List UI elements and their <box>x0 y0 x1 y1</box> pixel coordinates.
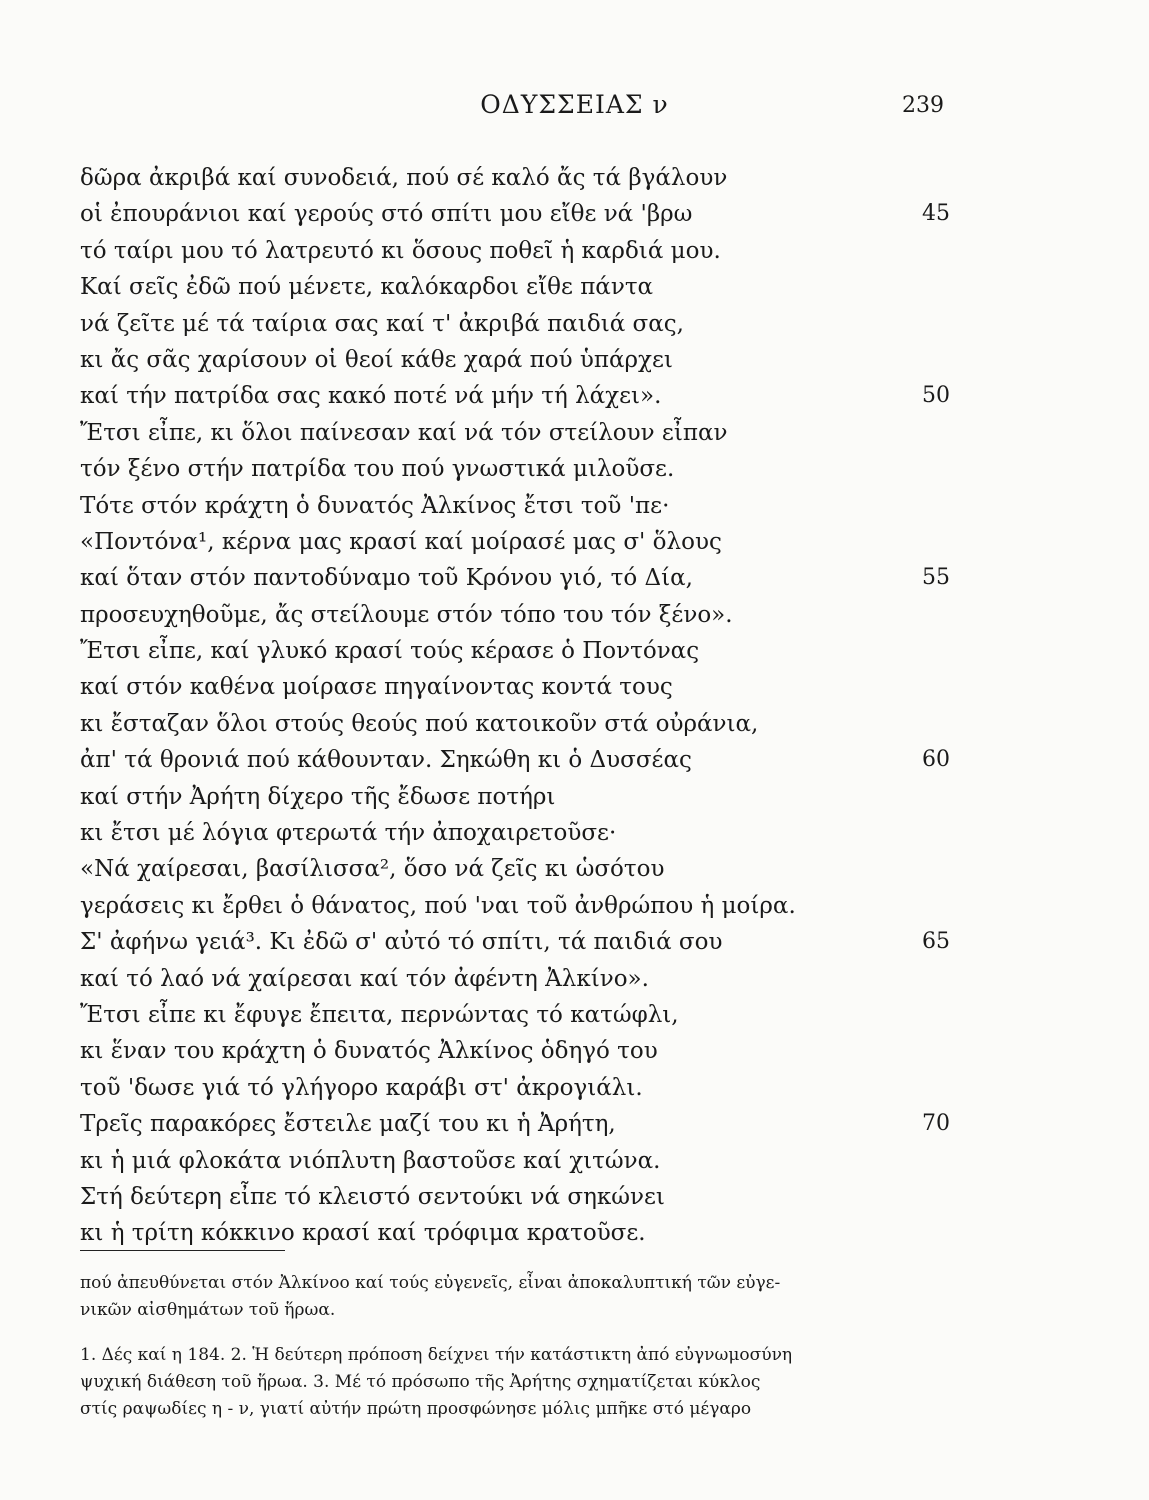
verse-text: δῶρα ἀκριβά καί συνοδειά, πού σέ καλό ἄς τά βγάλουν <box>80 165 728 191</box>
verse-text: καί στήν Ἀρήτη δίχερο τῆς ἔδωσε ποτήρι <box>80 783 556 810</box>
verse-text: Ἔτσι εἶπε, καί γλυκό κρασί τούς κέρασε ὁ Ποντόνας <box>80 638 700 665</box>
line-number: 70 <box>922 1111 950 1137</box>
verse-text: Ἔτσι εἶπε κι ἔφυγε ἔπειτα, περνώντας τό κατώφλι, <box>80 1001 679 1028</box>
verse-line <box>80 815 950 851</box>
verse-text: Τρεῖς παρακόρες ἔστειλε μαζί του κι ἡ Ἀρήτη, <box>80 1111 616 1138</box>
verse-text: Καί σεῖς ἐδῶ πού μένετε, καλόκαρδοι εἴθε πάντα <box>80 274 654 301</box>
verse-text: καί τήν πατρίδα σας κακό ποτέ νά μήν τή λάχει». <box>80 383 662 410</box>
verse-line <box>80 342 950 378</box>
verse-line <box>80 269 950 305</box>
verse-line <box>80 669 950 705</box>
line-number: 50 <box>922 383 950 409</box>
verse-line <box>80 633 950 669</box>
line-number: 60 <box>922 747 950 773</box>
verse-text: καί στόν καθένα μοίρασε πηγαίνοντας κοντά τους <box>80 674 673 701</box>
verse-line <box>80 1106 950 1142</box>
verse-line <box>80 997 950 1033</box>
footnote-line: ψυχική διάθεση τοῦ ἥρωα. 3. Μέ τό πρόσωπο τῆς Ἀρήτης σχηματίζεται κύκλος <box>80 1372 761 1392</box>
verse-block <box>80 160 950 1252</box>
verse-line <box>80 1215 950 1251</box>
verse-line <box>80 779 950 815</box>
line-number: 65 <box>922 929 950 955</box>
verse-line <box>80 1179 950 1215</box>
verse-line <box>80 706 950 742</box>
footnote-line: στίς ραψωδίες η - ν, γιατί αὐτήν πρώτη προσφώνησε μόλις μπῆκε στό μέγαρο <box>80 1399 752 1419</box>
verse-line <box>80 1033 950 1069</box>
verse-text: Σ' ἀφήνω γειά³. Κι ἐδῶ σ' αὐτό τό σπίτι, τά παιδιά σου <box>80 929 723 956</box>
note-continuation-line: νικῶν αἰσθημάτων τοῦ ἥρωα. <box>80 1300 336 1320</box>
verse-text: «Νά χαίρεσαι, βασίλισσα², ὅσο νά ζεῖς κι ὡσότου <box>80 856 665 883</box>
verse-text: Ἔτσι εἶπε, κι ὅλοι παίνεσαν καί νά τόν στείλουν εἶπαν <box>80 419 728 446</box>
verse-line <box>80 888 950 924</box>
verse-line <box>80 1070 950 1106</box>
verse-text: τό ταίρι μου τό λατρευτό κι ὅσους ποθεῖ ἡ καρδιά μου. <box>80 237 721 264</box>
line-number: 55 <box>922 565 950 591</box>
verse-line <box>80 415 950 451</box>
verse-text: Τότε στόν κράχτη ὁ δυνατός Ἀλκίνος ἔτσι τοῦ 'πε· <box>80 492 670 519</box>
verse-line <box>80 306 950 342</box>
verse-text: νά ζεῖτε μέ τά ταίρια σας καί τ' ἀκριβά παιδιά σας, <box>80 310 684 337</box>
page-number: 239 <box>902 93 944 118</box>
verse-text: γεράσεις κι ἔρθει ὁ θάνατος, πού 'ναι τοῦ ἀνθρώπου ἡ μοίρα. <box>80 892 796 919</box>
verse-text: καί ὅταν στόν παντοδύναμο τοῦ Κρόνου γιό, τό Δία, <box>80 565 693 592</box>
verse-text: τόν ξένο στήν πατρίδα του πού γνωστικά μιλοῦσε. <box>80 456 675 483</box>
verse-text: κι ἡ μιά φλοκάτα νιόπλυτη βαστοῦσε καί χιτώνα. <box>80 1147 661 1174</box>
note-continuation-line: πού ἀπευθύνεται στόν Ἀλκίνοο καί τούς εὐγενεῖς, εἶναι ἀποκαλυπτική τῶν εὐγε- <box>80 1273 781 1293</box>
verse-line <box>80 924 950 960</box>
verse-line <box>80 196 950 232</box>
verse-line <box>80 451 950 487</box>
verse-line <box>80 851 950 887</box>
line-number: 45 <box>922 201 950 227</box>
verse-text: κι ἔτσι μέ λόγια φτερωτά τήν ἀποχαιρετοῦσε· <box>80 820 617 847</box>
verse-line <box>80 961 950 997</box>
verse-text: κι ἡ τρίτη κόκκινο κρασί καί τρόφιμα κρατοῦσε. <box>80 1220 646 1247</box>
verse-text: «Ποντόνα¹, κέρνα μας κρασί καί μοίρασέ μας σ' ὅλους <box>80 528 722 555</box>
verse-text: προσευχηθοῦμε, ἄς στείλουμε στόν τόπο του τόν ξένο». <box>80 601 733 628</box>
verse-text: Στή δεύτερη εἶπε τό κλειστό σεντούκι νά σηκώνει <box>80 1183 665 1210</box>
verse-line <box>80 524 950 560</box>
verse-line <box>80 597 950 633</box>
footnote-line: 1. Δές καί η 184. 2. Ἡ δεύτερη πρόποση δείχνει τήν κατάστικτη ἀπό εὐγνωμοσύνη <box>80 1345 793 1365</box>
verse-line <box>80 1143 950 1179</box>
verse-line <box>80 560 950 596</box>
verse-line <box>80 233 950 269</box>
verse-line <box>80 378 950 414</box>
footnote-rule <box>80 1250 285 1251</box>
verse-text: τοῦ 'δωσε γιά τό γλήγορο καράβι στ' ἀκρογιάλι. <box>80 1074 643 1101</box>
verse-text: κι ἕναν του κράχτη ὁ δυνατός Ἀλκίνος ὁδηγό του <box>80 1038 658 1065</box>
verse-line <box>80 488 950 524</box>
verse-text: οἱ ἐπουράνιοι καί γερούς στό σπίτι μου εἴθε νά 'βρω <box>80 201 693 228</box>
running-title: ΟΔΥΣΣΕΙΑΣ ν <box>480 90 669 119</box>
footnotes-block <box>80 1270 950 1423</box>
verse-text: καί τό λαό νά χαίρεσαι καί τόν ἀφέντη Ἀλκίνο». <box>80 965 649 992</box>
verse-text: ἀπ' τά θρονιά πού κάθουνταν. Σηκώθη κι ὁ Δυσσέας <box>80 747 692 774</box>
verse-text: κι ἔσταζαν ὅλοι στούς θεούς πού κατοικοῦν στά οὐράνια, <box>80 710 759 737</box>
verse-text: κι ἄς σᾶς χαρίσουν οἱ θεοί κάθε χαρά πού ὑπάρχει <box>80 346 673 373</box>
verse-line <box>80 160 950 196</box>
verse-line <box>80 742 950 778</box>
